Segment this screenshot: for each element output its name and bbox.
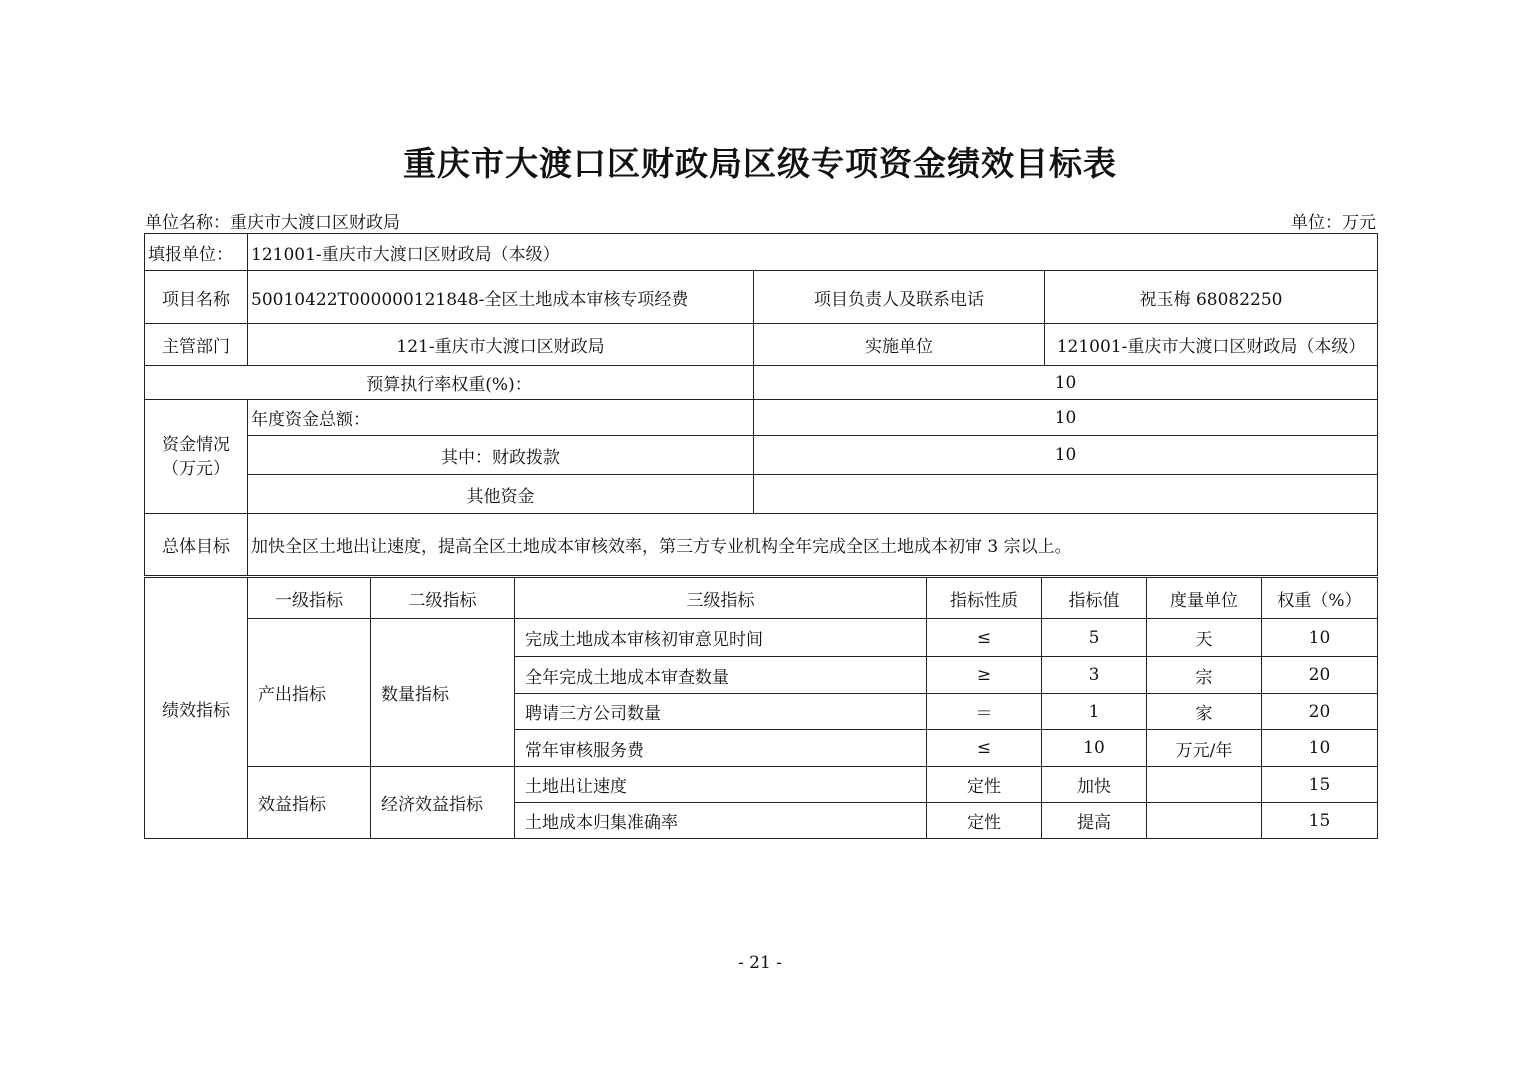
indicator-nature: ≤ <box>927 619 1042 657</box>
budget-weight-row <box>145 366 1378 400</box>
funds-fiscal-label: 其中：财政拨款 <box>248 436 754 475</box>
indicator-nature: ＝ <box>927 694 1042 730</box>
indicator-weight: 15 <box>1262 803 1378 839</box>
funds-fiscal-value: 10 <box>754 436 1378 475</box>
header-value: 指标值 <box>1042 578 1147 619</box>
indicator-unit: 家 <box>1147 694 1262 730</box>
output-level1: 产出指标 <box>248 619 371 767</box>
report-unit-label: 填报单位： <box>145 234 248 271</box>
indicator-weight: 15 <box>1262 767 1378 803</box>
indicator-unit: 万元/年 <box>1147 730 1262 767</box>
table-row <box>145 767 1378 803</box>
performance-header-row <box>145 578 1378 619</box>
table-row <box>145 619 1378 657</box>
indicator-name: 全年完成土地成本审查数量 <box>515 657 927 694</box>
indicator-weight: 10 <box>1262 730 1378 767</box>
department-label: 主管部门 <box>145 324 248 366</box>
indicator-name: 常年审核服务费 <box>515 730 927 767</box>
indicator-weight: 20 <box>1262 694 1378 730</box>
project-contact-value: 祝玉梅 68082250 <box>1045 271 1378 324</box>
goal-row <box>145 514 1378 576</box>
header-weight: 权重（%） <box>1262 578 1378 619</box>
funds-other-value <box>754 475 1378 514</box>
page-title: 重庆市大渡口区财政局区级专项资金绩效目标表 <box>403 144 1117 183</box>
unit-measure: 单位：万元 <box>1291 213 1376 233</box>
indicator-value: 加快 <box>1042 767 1147 803</box>
indicator-nature: ≤ <box>927 730 1042 767</box>
indicator-unit: 宗 <box>1147 657 1262 694</box>
impl-unit-label: 实施单位 <box>754 324 1045 366</box>
goal-text: 加快全区土地出让速度，提高全区土地成本审核效率，第三方专业机构全年完成全区土地成本初审 3 宗以上。 <box>248 514 1378 576</box>
benefit-level1: 效益指标 <box>248 767 371 839</box>
funds-total-value: 10 <box>754 400 1378 436</box>
indicator-name: 土地成本归集准确率 <box>515 803 927 839</box>
indicator-value: 3 <box>1042 657 1147 694</box>
indicator-value: 提高 <box>1042 803 1147 839</box>
department-row <box>145 324 1378 366</box>
budget-weight-value: 10 <box>754 366 1378 400</box>
report-unit-value: 121001-重庆市大渡口区财政局（本级） <box>248 234 1378 271</box>
budget-weight-label: 预算执行率权重(%)： <box>145 366 754 400</box>
department-value: 121-重庆市大渡口区财政局 <box>248 324 754 366</box>
indicator-value: 10 <box>1042 730 1147 767</box>
unit-name: 单位名称：重庆市大渡口区财政局 <box>145 213 400 233</box>
funds-fiscal-row <box>145 436 1378 475</box>
indicator-nature: 定性 <box>927 767 1042 803</box>
goal-label: 总体目标 <box>145 514 248 576</box>
info-table <box>144 233 1378 576</box>
funds-other-label: 其他资金 <box>248 475 754 514</box>
project-contact-label: 项目负责人及联系电话 <box>754 271 1045 324</box>
funds-label: 资金情况（万元） <box>145 400 248 514</box>
project-name-value: 50010422T000000121848-全区土地成本审核专项经费 <box>248 271 754 324</box>
indicator-value: 5 <box>1042 619 1147 657</box>
indicator-unit <box>1147 767 1262 803</box>
benefit-level2: 经济效益指标 <box>371 767 515 839</box>
performance-table <box>144 577 1378 839</box>
funds-total-row <box>145 400 1378 436</box>
page-number: - 21 - <box>738 953 782 973</box>
indicator-weight: 10 <box>1262 619 1378 657</box>
indicator-unit <box>1147 803 1262 839</box>
header-level1: 一级指标 <box>248 578 371 619</box>
output-level2: 数量指标 <box>371 619 515 767</box>
indicator-unit: 天 <box>1147 619 1262 657</box>
indicator-value: 1 <box>1042 694 1147 730</box>
indicator-nature: 定性 <box>927 803 1042 839</box>
project-name-label: 项目名称 <box>145 271 248 324</box>
funds-total-label: 年度资金总额： <box>248 400 754 436</box>
indicator-name: 土地出让速度 <box>515 767 927 803</box>
indicator-name: 完成土地成本审核初审意见时间 <box>515 619 927 657</box>
performance-label: 绩效指标 <box>145 578 248 839</box>
impl-unit-value: 121001-重庆市大渡口区财政局（本级） <box>1045 324 1378 366</box>
indicator-name: 聘请三方公司数量 <box>515 694 927 730</box>
funds-other-row <box>145 475 1378 514</box>
header-level2: 二级指标 <box>371 578 515 619</box>
indicator-nature: ≥ <box>927 657 1042 694</box>
header-nature: 指标性质 <box>927 578 1042 619</box>
header-level3: 三级指标 <box>515 578 927 619</box>
indicator-weight: 20 <box>1262 657 1378 694</box>
report-unit-row <box>145 234 1378 271</box>
header-unit: 度量单位 <box>1147 578 1262 619</box>
project-row <box>145 271 1378 324</box>
